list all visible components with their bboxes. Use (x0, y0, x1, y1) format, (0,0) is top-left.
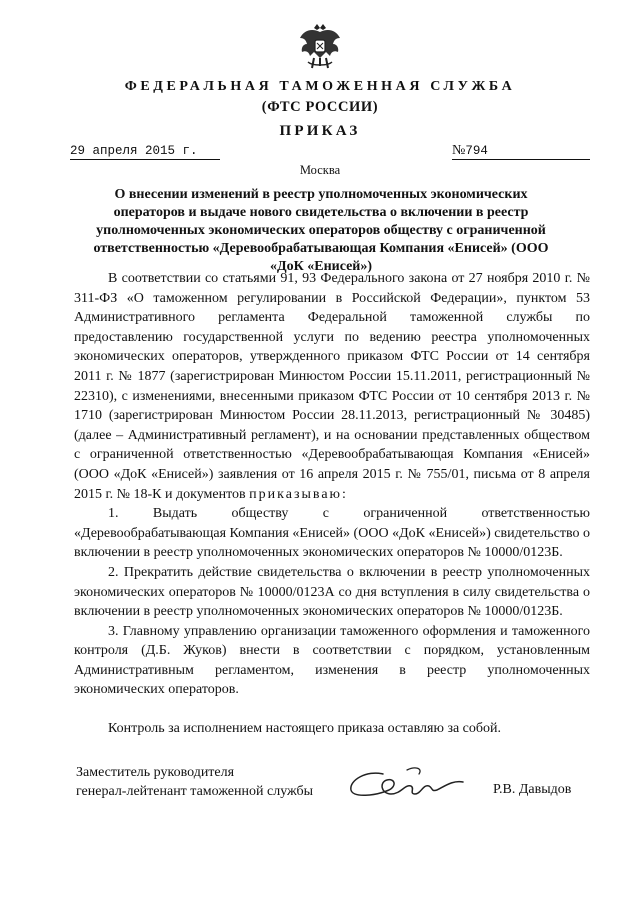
agency-abbreviation: (ФТС РОССИИ) (261, 99, 379, 115)
city: Москва (299, 163, 341, 177)
document-body (74, 269, 590, 700)
control-clause: Контроль за исполнением настоящего приказа оставляю за собой. (108, 721, 502, 736)
order-item-1: 1. Выдать обществу с ограниченной ответственностью «Деревообрабатывающая Компания «Енисей» (ООО «ДоК «Енисей») свидетельство о включении в реестр уполномоченных экономических операторов № 10000/0123Б. (74, 506, 590, 561)
signer-position-line1: Заместитель руководителя (76, 765, 235, 780)
document-type: ПРИКАЗ (279, 123, 361, 139)
signer-name: Р.В. Давыдов (493, 782, 572, 797)
number-sign: № (452, 143, 466, 158)
order-date: 29 апреля 2015 г. (70, 144, 198, 158)
order-item-2: 2. Прекратить действие свидетельства о включении в реестр уполномоченных экономических операторов № 10000/0123А со дня вступления в силу свидетельства о включении в реестр уполномоченных экономических операторов № 10000/0123Б. (74, 564, 590, 620)
handwritten-signature (345, 760, 475, 808)
agency-name: ФЕДЕРАЛЬНАЯ ТАМОЖЕННАЯ СЛУЖБА (124, 79, 516, 94)
number-underline (452, 159, 590, 160)
order-number (452, 143, 488, 159)
order-item-3: 3. Главному управлению организации таможенного оформления и таможенного контроля (Д.Б. Жуков) внести в соответствии с порядком, установленным Административным регламентом, изменения в реестр уполномоченных экономических операторов. (74, 623, 590, 698)
signer-position-line2: генерал-лейтенант таможенной службы (76, 784, 314, 799)
date-underline (70, 159, 220, 160)
order-word: приказываю: (249, 486, 348, 502)
document-title: О внесении изменений в реестр уполномоченных экономических операторов и выдаче нового свидетельства о включении в реестр уполномоченных экономических операторов обществу с ограниченной ответственностью «Деревообрабатывающая Компания «Енисей» (ООО «ДоК «Енисей») (93, 187, 549, 274)
number-value: 794 (465, 144, 488, 158)
intro-text: В соответствии со статьями 91, 93 Федерального закона от 27 ноября 2010 г. № 311-ФЗ «О таможенном регулировании в Российской Федерации», пунктом 53 Административного регламента Федеральной таможенной службы по предоставлению государственной услуги по ведению реестра уполномоченных экономических операторов, утвержденного приказом ФТС России от 14 сентября 2011 г. № 1877 (зарегистрирован Минюстом России 15.11.2011, регистрационный № 22310), с изменениями, внесенными приказом ФТС России от 10 сентября 2013 г. № 1710 (зарегистрирован Минюстом России 28.11.2013, регистрационный № 30485) (далее – Административный регламент), и на основании представленных обществом с ограниченной ответственностью «Деревообрабатывающая Компания «Енисей» (ООО «ДоК «Енисей») заявления от 16 апреля 2015 г. № 755/01, письма от 8 апреля 2015 г. № 18-К и документов (74, 271, 590, 502)
signer-position (76, 763, 313, 801)
coat-of-arms-icon (298, 22, 342, 72)
intro-paragraph (74, 269, 590, 504)
